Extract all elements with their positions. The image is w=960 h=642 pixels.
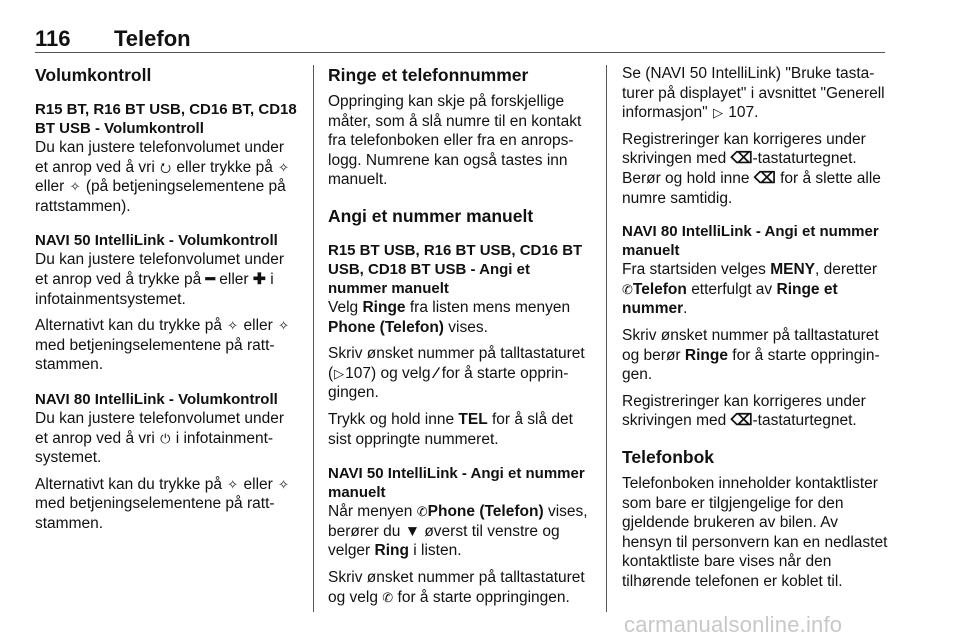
text: eller: [219, 270, 249, 288]
text: Registreringer kan korrigeres under skrivingen med: [622, 130, 866, 168]
paragraph: [622, 392, 888, 431]
text: Fra startsiden velges: [622, 261, 766, 279]
menu-term: Ring: [374, 542, 409, 560]
text: for å slå det sist oppringte nummeret.: [328, 410, 573, 448]
text: i listen.: [413, 542, 462, 560]
menu-term: Phone (Telefon): [328, 318, 444, 336]
menu-term: Telefon: [632, 280, 687, 298]
text: Velg: [328, 298, 359, 316]
paragraph: [328, 344, 592, 403]
subsection-title: R15 BT USB, R16 BT USB, CD16 BT USB, CD18 BT USB - Angi et nummer manuelt: [328, 241, 583, 297]
column-divider-1: [313, 65, 314, 612]
paragraph: [328, 298, 592, 337]
text: Når menyen: [328, 503, 413, 521]
watermark: carmanualsonline.info: [624, 612, 843, 637]
text: for å starte oppringingen.: [328, 364, 569, 402]
text: -tastaturtegnet.: [752, 412, 857, 430]
paragraph: [35, 250, 298, 309]
subsection-title: R15 BT, R16 BT USB, CD16 BT, CD18 BT USB - Volumkontroll: [35, 101, 297, 137]
text: Du kan justere telefonvolumet under et anrop ved å vri: [35, 409, 285, 447]
backspace-icon: ⌫: [730, 412, 753, 430]
text: , deretter: [814, 261, 878, 279]
page-ref-icon: ▷: [712, 105, 723, 121]
phone-icon: ✆: [382, 589, 394, 605]
call-icon: ∕: [434, 364, 438, 382]
subsection-title: NAVI 50 IntelliLink - Angi et nummer manuelt: [328, 465, 585, 502]
volume-down-icon: ✧: [278, 476, 290, 492]
column-2: [328, 64, 592, 614]
paragraph: [35, 475, 298, 534]
text: for å starte oppringingen.: [622, 346, 880, 384]
text: eller: [35, 178, 65, 196]
text: eller trykke på: [176, 158, 273, 176]
text: for å starte oppringingen.: [397, 588, 570, 606]
text: vises, berører du: [328, 503, 588, 540]
text: Trykk og hold inne: [328, 410, 455, 428]
text: Alternativt kan du trykke på: [35, 317, 222, 335]
text: .: [683, 300, 688, 318]
subsection-title: NAVI 80 IntelliLink - Volumkontroll: [35, 390, 278, 408]
section-heading-telefonbok: Telefonbok: [622, 446, 715, 467]
paragraph: [622, 130, 888, 208]
text: Skriv ønsket nummer på talltastaturet og velg: [328, 568, 585, 606]
paragraph: [328, 410, 592, 449]
header-rule: [35, 52, 885, 53]
text: 107) og velg: [345, 364, 431, 382]
column-1: [35, 64, 298, 541]
text: eller: [243, 317, 273, 335]
volume-knob-icon: ⭮: [160, 159, 172, 175]
volume-down-icon: ✧: [278, 318, 290, 334]
paragraph: [622, 326, 888, 385]
section-heading-ringe: Ringe et telefonnummer: [328, 65, 529, 85]
text: Skriv ønsket nummer på talltastaturet (: [328, 345, 585, 382]
text: øverst til venstre og velger: [328, 522, 560, 560]
text: 107.: [728, 104, 759, 122]
minus-icon: ━: [205, 270, 215, 288]
section-heading-volumkontroll: Volumkontroll: [35, 65, 152, 85]
phone-icon: ✆: [416, 504, 428, 520]
paragraph: Telefonboken inneholder kontaktlister som bare er tilgjengelige for den gjeldende brukeren av bilen. Av hensyn til personvern kan en nedlastet kontaktliste bare vises når den tilhørende telefonen er koblet til.: [622, 474, 888, 590]
text: etterfulgt av: [691, 280, 773, 298]
text: fra listen mens menyen: [409, 298, 571, 316]
paragraph: [35, 409, 298, 468]
text: Skriv ønsket nummer på talltastaturet og berør: [622, 326, 879, 364]
text: med betjeningselementene på rattstammen.: [35, 336, 275, 374]
menu-term: Phone (Telefon): [427, 503, 544, 521]
volume-knob-icon: ⏻: [160, 430, 171, 446]
backspace-icon: ⌫: [753, 169, 776, 187]
column-divider-2: [606, 65, 607, 612]
text: vises.: [448, 318, 488, 336]
column-3: [622, 64, 888, 598]
text: Du kan justere telefonvolumet under et anrop ved å trykke på: [35, 251, 285, 288]
section-heading-angi: Angi et nummer manuelt: [328, 205, 534, 226]
volume-up-icon: ✧: [278, 159, 290, 175]
text: Se (NAVI 50 IntelliLink) "Bruke tastaturer på displayet" i avsnittet "Generell informasjon": [622, 65, 885, 122]
text: -tastaturtegnet.: [752, 150, 857, 168]
volume-up-icon: ✧: [227, 476, 239, 492]
subsection-title: NAVI 50 IntelliLink - Volumkontroll: [35, 232, 278, 250]
text: Berør og hold inne: [622, 169, 750, 187]
text: i infotainmentsystemet.: [35, 429, 274, 467]
menu-term: Ringe et nummer: [622, 280, 838, 318]
paragraph: Oppringing kan skje på forskjellige måter, som å slå numre til en kontakt fra telefonboken eller fra en anropslogg. Numrene kan også tastes inn manuelt.: [328, 93, 582, 189]
phone-icon: ✆: [622, 281, 633, 297]
page-title: Telefon: [114, 26, 191, 51]
text: (på betjeningselementene på rattstammen).: [35, 178, 286, 215]
page-number: 116: [35, 26, 71, 51]
text: i infotainmentsystemet.: [35, 270, 274, 308]
paragraph: [328, 502, 592, 561]
text: med betjeningselementene på rattstammen.: [35, 495, 275, 532]
text: for å slette alle numre samtidig.: [622, 169, 881, 207]
text: Du kan justere telefonvolumet under et anrop ved å vri: [35, 139, 285, 176]
page-header: [35, 26, 885, 52]
page-ref-icon: ▷: [334, 365, 345, 381]
paragraph: [622, 260, 888, 319]
triangle-down-icon: ▼: [404, 522, 421, 540]
menu-term: MENY: [770, 261, 815, 279]
volume-down-icon: ✧: [69, 179, 81, 195]
menu-term: TEL: [458, 410, 488, 428]
paragraph: [622, 64, 888, 123]
backspace-icon: ⌫: [730, 150, 753, 168]
paragraph: [328, 568, 592, 607]
subsection-title: NAVI 80 IntelliLink - Angi et nummer manuelt: [622, 223, 879, 260]
paragraph: [35, 138, 298, 216]
menu-term: Ringe: [684, 346, 728, 364]
paragraph: [35, 316, 298, 375]
volume-up-icon: ✧: [227, 318, 239, 334]
plus-icon: ✚: [252, 270, 266, 288]
text: Alternativt kan du trykke på: [35, 475, 222, 493]
text: eller: [243, 475, 273, 493]
text: Registreringer kan korrigeres under skrivingen med: [622, 392, 866, 430]
menu-term: Ringe: [362, 298, 406, 316]
